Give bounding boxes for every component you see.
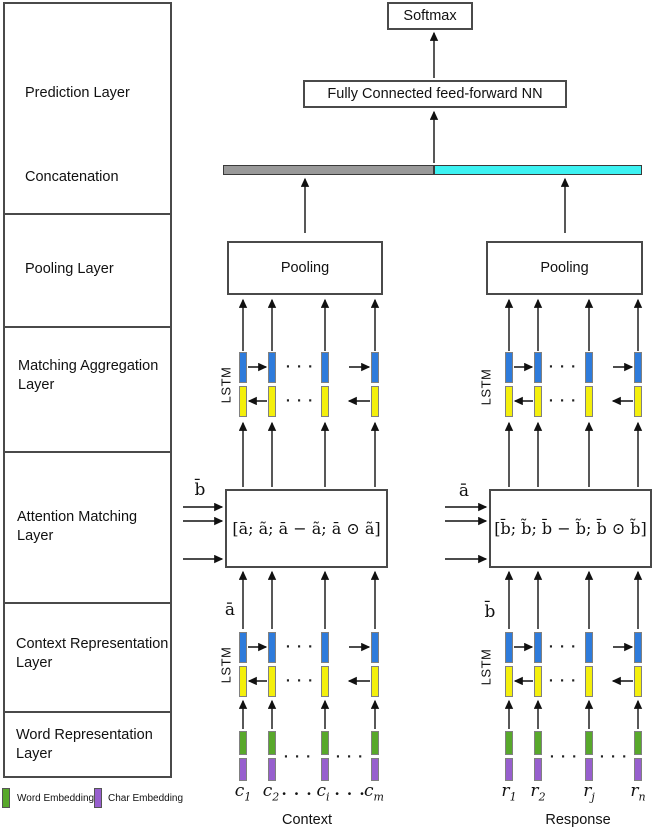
backward-lstm-cell (239, 386, 247, 417)
forward-lstm-cell (268, 632, 276, 663)
word-embedding-cell (268, 731, 276, 755)
token-label: $c_i$ (316, 781, 330, 804)
ellipsis-dots: · · · (548, 358, 578, 376)
context-caption: Context (282, 812, 332, 828)
backward-lstm-cell (534, 386, 542, 417)
forward-lstm-cell (371, 352, 379, 383)
char-embedding-label: Char Embedding (108, 793, 184, 804)
word-embedding-cell (239, 731, 247, 755)
sidebar-divider (5, 602, 170, 604)
ellipsis-dots: · · · (599, 748, 629, 766)
backward-lstm-cell (534, 666, 542, 697)
token-label: $r_2$ (530, 781, 546, 804)
char-embedding-cell (321, 758, 329, 781)
ellipsis-dots: · · · (549, 748, 579, 766)
token-label: $r_j$ (583, 781, 595, 804)
sidebar-layer-label: Attention Matching Layer (17, 509, 138, 544)
sidebar-divider (5, 711, 170, 713)
ellipsis-dots: · · · (548, 392, 578, 410)
char-embedding-cell (505, 758, 513, 781)
char-embedding-cell (371, 758, 379, 781)
forward-lstm-cell (371, 632, 379, 663)
backward-lstm-cell (585, 386, 593, 417)
concat-bar-context-half (223, 165, 434, 175)
sidebar-layer-label: Word Representation Layer (16, 727, 153, 762)
forward-lstm-cell (268, 352, 276, 383)
backward-lstm-cell (505, 666, 513, 697)
lstm-block-label: LSTM (218, 366, 234, 404)
char-embedding-cell (634, 758, 642, 781)
forward-lstm-cell (505, 632, 513, 663)
forward-lstm-cell (534, 632, 542, 663)
response-caption: Response (545, 812, 611, 828)
word-embedding-cell (534, 731, 542, 755)
ellipsis-dots: · · · (548, 672, 578, 690)
token-label: $c_m$ (364, 781, 384, 804)
word-embedding-cell (634, 731, 642, 755)
lstm-block-label: LSTM (478, 368, 494, 406)
forward-lstm-cell (634, 352, 642, 383)
ellipsis-dots: · · · (548, 638, 578, 656)
sidebar-layer-label: Concatenation (25, 169, 119, 185)
lstm-block-label: LSTM (478, 648, 494, 686)
token-ellipsis: · · · (334, 785, 366, 803)
forward-lstm-cell (534, 352, 542, 383)
forward-lstm-cell (239, 632, 247, 663)
ellipsis-dots: · · · (283, 748, 313, 766)
backward-lstm-cell (371, 666, 379, 697)
ellipsis-dots: · · · (285, 638, 315, 656)
backward-lstm-cell (321, 386, 329, 417)
a-bar-input-label: ā (458, 481, 470, 501)
backward-lstm-cell (634, 386, 642, 417)
pooling-box-context: Pooling (227, 241, 383, 295)
forward-lstm-cell (634, 632, 642, 663)
char-embedding-cell (534, 758, 542, 781)
b-bar-output-label: b̄ (484, 602, 496, 622)
forward-lstm-cell (321, 352, 329, 383)
backward-lstm-cell (321, 666, 329, 697)
forward-lstm-cell (585, 352, 593, 383)
sidebar-layer-label: Matching Aggregation Layer (18, 358, 159, 393)
sidebar-layer-label: Context Representation Layer (16, 636, 169, 671)
layer-name-sidebar (3, 2, 172, 778)
a-bar-output-label: ā (224, 600, 236, 620)
word-embedding-label: Word Embedding (17, 793, 95, 804)
backward-lstm-cell (268, 666, 276, 697)
ellipsis-dots: · · · (285, 672, 315, 690)
backward-lstm-cell (634, 666, 642, 697)
forward-lstm-cell (239, 352, 247, 383)
word-embedding-cell (321, 731, 329, 755)
lstm-block-label: LSTM (218, 646, 234, 684)
token-label: $r_1$ (501, 781, 517, 804)
token-label: $r_n$ (630, 781, 646, 804)
sidebar-divider (5, 451, 170, 453)
fully-connected-box: Fully Connected feed-forward NN (303, 80, 567, 108)
forward-lstm-cell (505, 352, 513, 383)
token-label: $c_1$ (234, 781, 252, 804)
backward-lstm-cell (371, 386, 379, 417)
token-ellipsis: · · · (281, 785, 313, 803)
char-embedding-cell (268, 758, 276, 781)
concat-bar-response-half (434, 165, 642, 175)
char-embedding-cell (585, 758, 593, 781)
forward-lstm-cell (321, 632, 329, 663)
char-embedding-swatch (94, 788, 102, 808)
softmax-box: Softmax (387, 2, 473, 30)
sidebar-divider (5, 326, 170, 328)
sidebar-layer-label: Prediction Layer (25, 85, 130, 101)
attention-formula-box-context: [ā; ã; ā − ã; ā ⊙ ã] (225, 489, 388, 568)
word-embedding-cell (505, 731, 513, 755)
pooling-box-response: Pooling (486, 241, 643, 295)
char-embedding-cell (239, 758, 247, 781)
backward-lstm-cell (505, 386, 513, 417)
word-embedding-swatch (2, 788, 10, 808)
ellipsis-dots: · · · (285, 358, 315, 376)
sidebar-layer-label: Pooling Layer (25, 261, 114, 277)
sidebar-divider (5, 213, 170, 215)
word-embedding-cell (585, 731, 593, 755)
backward-lstm-cell (585, 666, 593, 697)
backward-lstm-cell (268, 386, 276, 417)
backward-lstm-cell (239, 666, 247, 697)
ellipsis-dots: · · · (335, 748, 365, 766)
attention-formula-box-response: [b̄; b̃; b̄ − b̃; b̄ ⊙ b̃] (489, 489, 652, 568)
word-embedding-cell (371, 731, 379, 755)
token-label: $c_2$ (262, 781, 280, 804)
b-bar-input-label: b̄ (194, 480, 206, 500)
forward-lstm-cell (585, 632, 593, 663)
ellipsis-dots: · · · (285, 392, 315, 410)
